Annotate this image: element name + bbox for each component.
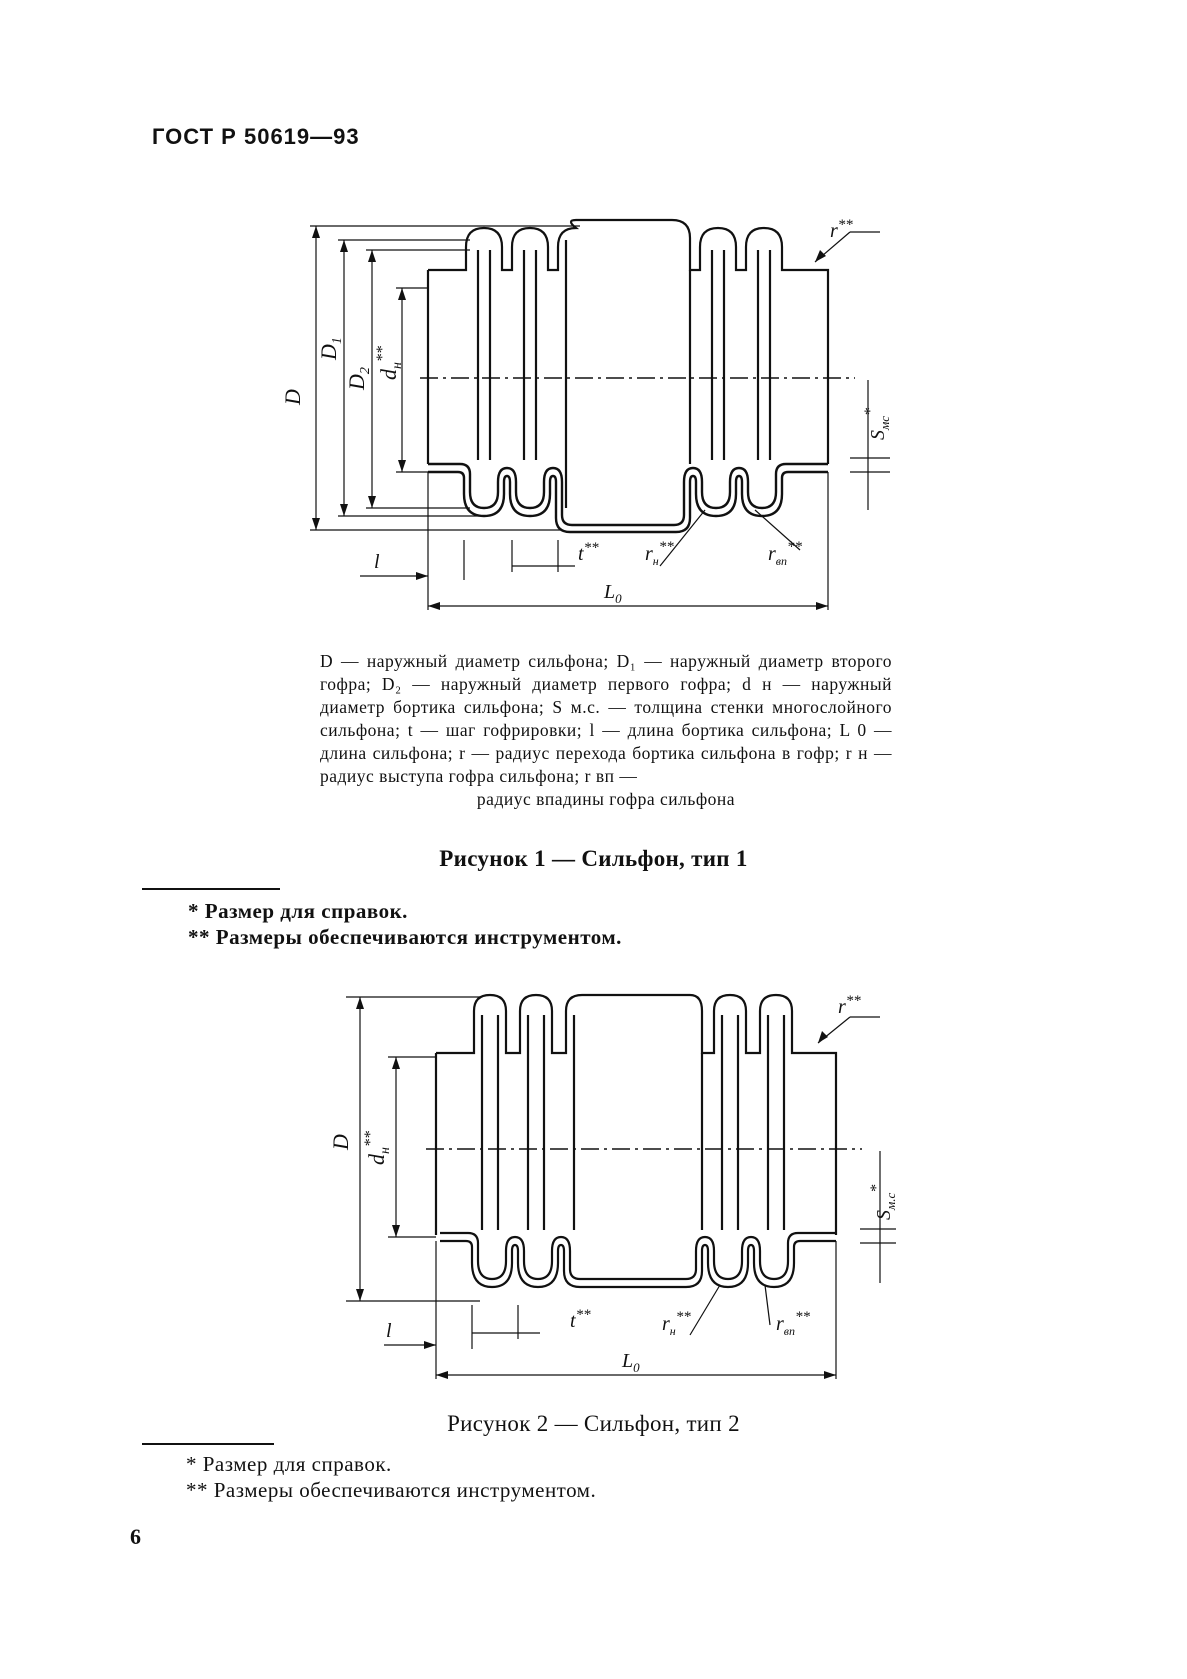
- footnotes-1: [188, 898, 622, 950]
- fig1-label-D1: D: [316, 344, 341, 360]
- fig2-wall-profile: [440, 1233, 836, 1287]
- svg-text:Sм.с*: $S_{м.с}^*$: [868, 1184, 898, 1220]
- figure-1-legend-last: радиус впадины гофра сильфона: [476, 789, 736, 809]
- fig2-label-t: t: [570, 1310, 576, 1332]
- fig1-label-dn: d: [376, 369, 401, 380]
- fig1-label-D: D: [280, 389, 305, 405]
- fig1-label-s: S: [867, 430, 889, 440]
- fig2-label-rvp: r: [776, 1313, 784, 1335]
- svg-text:Sмс*: $S_{мс}^*$: [862, 407, 892, 440]
- footnote-rule-2: [142, 1443, 274, 1445]
- svg-text:t**: t**: [570, 1307, 591, 1332]
- svg-text:dн**: $d_н^{**}$: [374, 346, 405, 380]
- fig1-label-rn: r: [645, 543, 653, 565]
- figure-1-bellows-drawing: [0, 210, 1187, 630]
- figure-1-legend: [320, 650, 892, 811]
- svg-text:dн**: $d_н^{**}$: [362, 1131, 393, 1165]
- svg-text:D: [328, 1134, 353, 1151]
- svg-text:L0: $L_0$: [604, 581, 622, 606]
- footnote-item: * Размер для справок.: [188, 899, 408, 923]
- svg-text:r**: r**: [838, 993, 861, 1018]
- fig1-label-D2: D: [344, 374, 369, 390]
- fig2-label-dn: d: [364, 1154, 389, 1165]
- footnote-rule-1: [142, 888, 280, 890]
- figure-1-caption: Рисунок 1 — Сильфон, тип 1: [439, 846, 748, 871]
- fig1-label-r: r: [830, 220, 838, 242]
- figure-2-caption: Рисунок 2 — Сильфон, тип 2: [447, 1411, 740, 1436]
- svg-text:rвп**: $r_{вп}^{**}$: [776, 1309, 811, 1338]
- fig2-label-rn: r: [662, 1313, 670, 1335]
- fig2-label-l: l: [386, 1320, 392, 1342]
- svg-text:L0: $L_0$: [622, 1350, 640, 1375]
- svg-text:D1: $D_1$: [316, 337, 345, 360]
- svg-text:rн**: $r_н^{**}$: [645, 539, 674, 568]
- fig2-label-r: r: [838, 996, 846, 1018]
- svg-text:t**: t**: [578, 540, 599, 565]
- svg-text:D2: $D_2$: [344, 367, 373, 390]
- page-number: 6: [130, 1524, 141, 1549]
- document-header: ГОСТ Р 50619—93: [152, 124, 360, 149]
- footnote-item: * Размер для справок.: [186, 1452, 392, 1476]
- svg-text:rн**: $r_н^{**}$: [662, 1309, 691, 1338]
- fig2-label-L0: L: [622, 1350, 634, 1372]
- fig1-label-rvp: r: [768, 543, 776, 565]
- figure-1-legend-text: D — наружный диаметр сильфона; D₁ — наружный диаметр второго гофра; D₂ — наружный диаметр первого гофра; d н — наружный диаметр бортика сильфона; S м.с. — толщина стенки многослойного сильфона; t — шаг гофрировки; l — длина бортика сильфона; L 0 — длина сильфона; r — радиус перехода бортика сильфона в гофр; r н — радиус выступа гофра сильфона; r вп —: [320, 651, 892, 786]
- fig1-bellows-outline: [428, 220, 828, 378]
- footnote-item: ** Размеры обеспечиваются инструментом.: [188, 925, 622, 949]
- fig2-label-s: S: [873, 1210, 895, 1220]
- fig1-label-t: t: [578, 543, 584, 565]
- fig1-label-l: l: [374, 551, 380, 573]
- fig1-label-L0: L: [604, 581, 616, 603]
- svg-text:D: [280, 389, 305, 406]
- svg-text:rвп**: $r_{вп}^{**}$: [768, 539, 803, 568]
- footnote-item: ** Размеры обеспечиваются инструментом.: [186, 1478, 597, 1502]
- footnotes-2: [186, 1451, 596, 1503]
- figure-2-bellows-drawing: [0, 985, 1187, 1405]
- fig2-bellows-outline: [436, 995, 836, 1149]
- fig2-label-D: D: [328, 1134, 353, 1150]
- svg-text:r**: r**: [830, 217, 853, 242]
